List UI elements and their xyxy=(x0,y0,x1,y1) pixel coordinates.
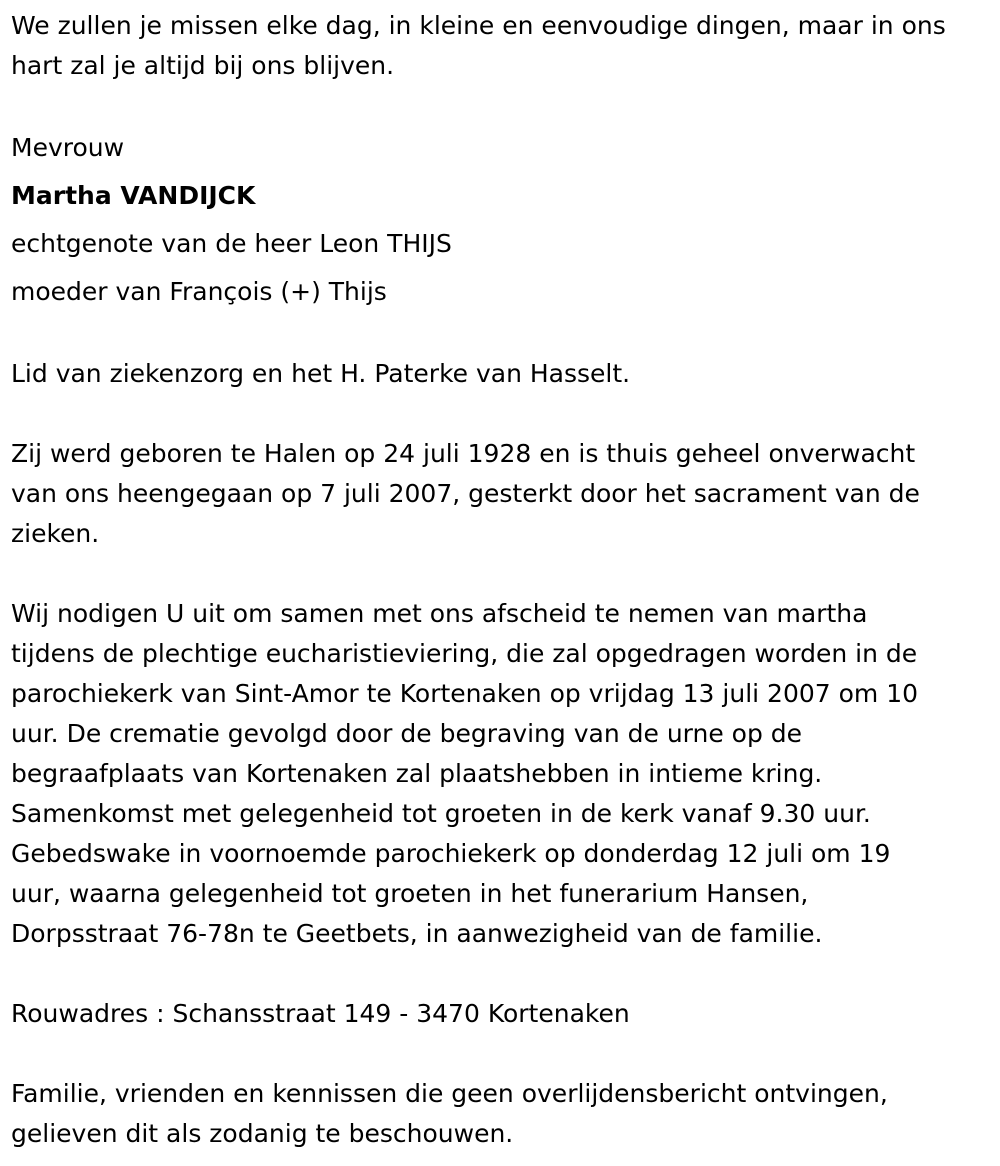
closing-paragraph: Familie, vrienden en kennissen die geen overlijdensbericht ontvingen, gelieven dit als zodanig te beschouwen. xyxy=(11,1079,888,1148)
spacer xyxy=(11,86,991,126)
person-title: Mevrouw xyxy=(11,133,125,162)
birth-death-paragraph: Zij werd geboren te Halen op 24 juli 1928 en is thuis geheel onverwacht van ons heengegaan op 7 juli 2007, gesterkt door het sacrament van de zieken. xyxy=(11,439,920,548)
spacer xyxy=(11,316,991,354)
person-block xyxy=(11,124,991,316)
spacer xyxy=(11,954,991,994)
address-paragraph: Rouwadres : Schansstraat 149 - 3470 Kortenaken xyxy=(11,999,630,1028)
spacer xyxy=(11,394,991,434)
obituary-document xyxy=(11,6,991,1154)
spouse-line: echtgenote van de heer Leon THIJS xyxy=(11,229,452,258)
mother-line: moeder van François (+) Thijs xyxy=(11,277,387,306)
person-name: Martha VANDIJCK xyxy=(11,181,256,210)
intro-paragraph: We zullen je missen elke dag, in kleine en eenvoudige dingen, maar in ons hart zal je altijd bij ons blijven. xyxy=(11,11,946,80)
membership-paragraph: Lid van ziekenzorg en het H. Paterke van Hasselt. xyxy=(11,359,631,388)
spacer xyxy=(11,1034,991,1074)
spacer xyxy=(11,554,991,594)
ceremony-paragraph: Wij nodigen U uit om samen met ons afscheid te nemen van martha tijdens de plechtige eucharistieviering, die zal opgedragen worden in de parochiekerk van Sint-Amor te Kortenaken op vrijdag 13 juli 2007 om 10 uur. De crematie gevolgd door de begraving van de urne op de begraafplaats van Kortenaken zal plaatshebben in intieme kring. Samenkomst met gelegenheid tot groeten in de kerk vanaf 9.30 uur. Gebedswake in voornoemde parochiekerk op donderdag 12 juli om 19 uur, waarna gelegenheid tot groeten in het funerarium Hansen, Dorpsstraat 76-78n te Geetbets, in aanwezigheid van de familie. xyxy=(11,599,919,948)
